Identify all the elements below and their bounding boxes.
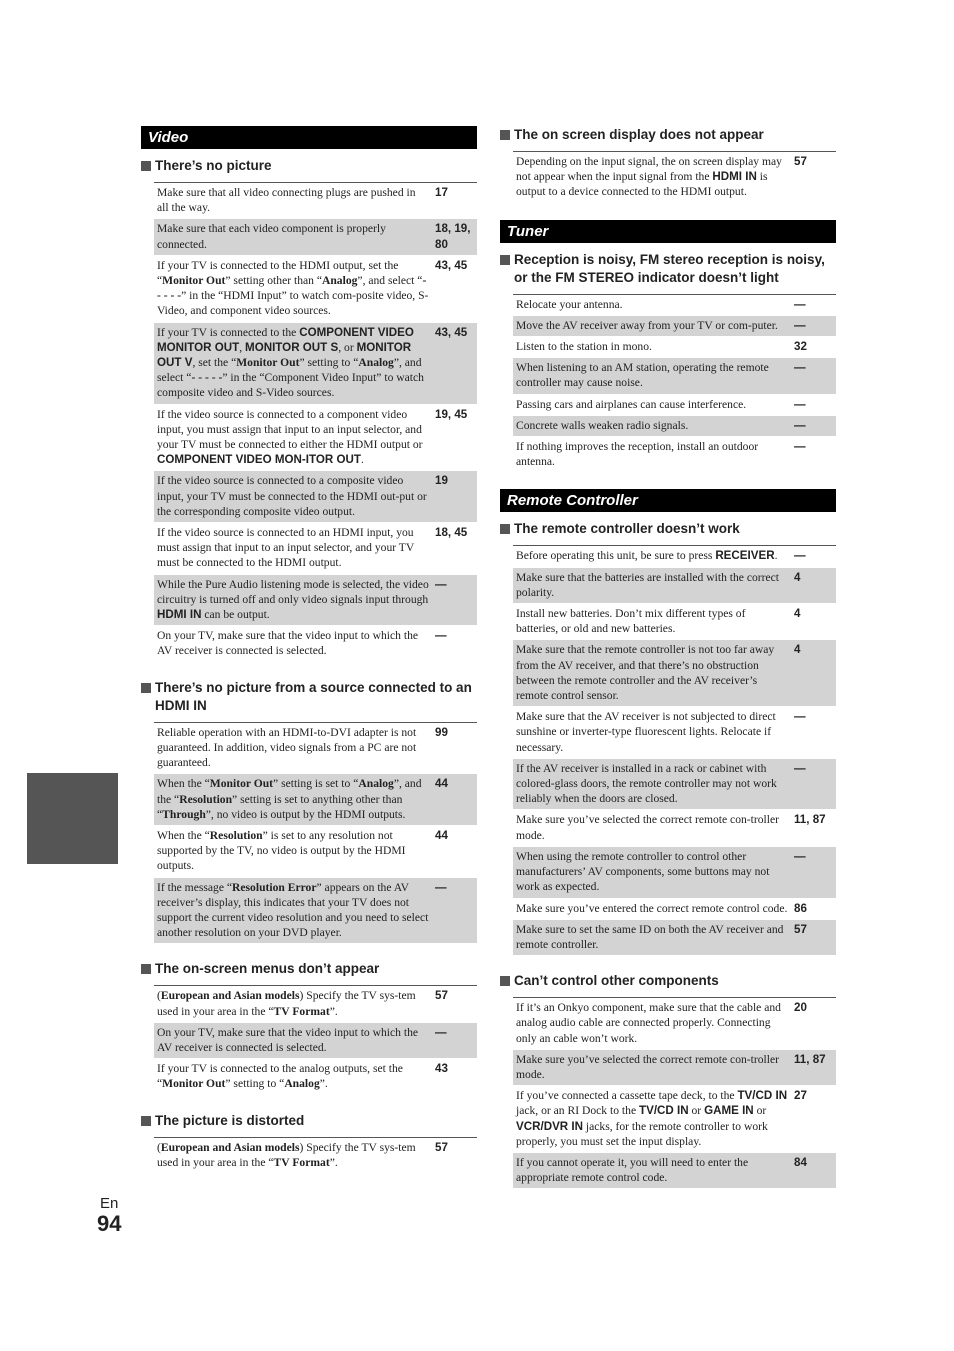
table-row — [513, 899, 836, 920]
table-row — [513, 920, 836, 956]
text-run: Analog — [358, 777, 394, 791]
table-row — [513, 707, 836, 759]
table-row — [513, 152, 836, 204]
text-run: Make sure to set the same ID on both the AV receiver and remote controller. — [516, 922, 784, 951]
text-run: If you cannot operate it, you will need to enter the appropriate remote control code. — [516, 1155, 749, 1185]
solution-text — [513, 339, 794, 354]
solution-text — [513, 297, 794, 312]
problem-heading-text: The on-screen menus don’t appear — [155, 961, 380, 977]
solution-text — [154, 725, 435, 771]
solution-text — [154, 776, 435, 822]
text-run: If you’ve connected a cassette tape deck, to the — [516, 1089, 738, 1103]
page-reference: 86 — [794, 901, 807, 915]
problem-heading — [500, 126, 836, 144]
troubleshooting-group — [141, 679, 477, 945]
text-run: can be output. — [201, 608, 270, 622]
page-reference: — — [794, 361, 806, 375]
problem-heading — [500, 251, 836, 287]
table-row — [154, 986, 477, 1022]
table-row — [513, 998, 836, 1050]
page-reference: 19 — [435, 474, 448, 488]
page-reference: — — [794, 440, 806, 454]
page-reference: — — [435, 577, 447, 591]
text-run: RECEIVER — [715, 549, 775, 563]
text-run: Concrete walls weaken radio signals. — [516, 418, 689, 432]
text-run: If the video source is connected to a composite video input, your TV must be connected to the HDMI out-put or the corresponding composite video output. — [157, 474, 427, 518]
text-run: TV/CD IN — [639, 1104, 689, 1118]
page-reference: — — [435, 1025, 447, 1039]
solutions-table — [154, 722, 477, 945]
text-run: If your TV is connected to the — [157, 325, 300, 339]
left-column — [141, 126, 477, 1190]
text-run: When the “ — [157, 777, 210, 791]
page-reference: 57 — [794, 922, 807, 936]
text-run: Reliable operation with an HDMI-to-DVI adapter is not guaranteed. In addition, video signals from a PC are not guaranteed. — [157, 725, 417, 770]
table-row — [513, 316, 836, 337]
page-reference: — — [435, 880, 447, 894]
table-row — [513, 358, 836, 394]
troubleshooting-group — [500, 972, 836, 1189]
table-row — [154, 1138, 477, 1174]
text-run: ”, and the “ — [157, 777, 422, 806]
text-run: Monitor Out — [162, 274, 226, 288]
text-run: COMPONENT VIDEO MONITOR OUT — [157, 325, 414, 354]
solution-text — [154, 325, 435, 401]
section-title-video: Video — [141, 126, 477, 149]
language-label: En — [100, 1195, 119, 1212]
section-title-remote: Remote Controller — [500, 489, 836, 512]
page-reference: 43, 45 — [435, 258, 468, 272]
page-reference: 4 — [794, 643, 801, 657]
text-run: Move the AV receiver away from your TV or com-puter. — [516, 318, 778, 332]
text-run: MONITOR OUT V — [157, 340, 412, 370]
solution-text — [154, 828, 435, 874]
text-run: COMPONENT VIDEO MON-ITOR OUT — [157, 453, 361, 467]
table-row — [513, 295, 836, 316]
solution-text — [513, 642, 794, 703]
text-run: Monitor Out — [209, 777, 274, 791]
text-run: ” in the “HDMI Input” to watch com-posite video, S-Video, and component video sources. — [157, 289, 429, 318]
page-reference: 18, 45 — [435, 526, 468, 540]
table-row — [154, 405, 477, 472]
page-number: 94 — [97, 1211, 122, 1236]
solution-text — [513, 606, 794, 636]
page-reference: 27 — [794, 1089, 807, 1103]
text-run: TV Format — [273, 1155, 330, 1169]
text-run: When listening to an AM station, operating the remote controller may cause noise. — [516, 361, 769, 390]
solution-text — [154, 988, 435, 1018]
problem-heading — [500, 972, 836, 990]
solution-text — [154, 221, 435, 251]
section-title-tuner: Tuner — [500, 220, 836, 243]
text-run: If your TV is connected to the HDMI output, set the “ — [157, 258, 399, 288]
table-row — [154, 219, 477, 255]
page-reference: — — [794, 397, 806, 411]
page-reference: — — [794, 297, 806, 311]
text-run: Make sure you’ve entered the correct remote control code. — [516, 901, 788, 915]
problem-heading-text: The remote controller doesn’t work — [514, 521, 740, 537]
text-run: ”, and select “ — [157, 356, 422, 385]
text-run: If the video source is connected to an HDMI input, you must assign that input to an input selector, and your TV must be connected to the HDMI output. — [157, 526, 415, 570]
page-reference: 19, 45 — [435, 407, 468, 421]
solution-text — [513, 360, 794, 390]
text-run: HDMI IN — [712, 170, 757, 184]
page-reference: 57 — [435, 1140, 448, 1154]
solution-text — [513, 709, 794, 755]
solution-text — [154, 525, 435, 571]
text-run: is output to a device connected to the HDMI output. — [516, 170, 768, 199]
table-row — [154, 626, 477, 662]
text-run: Monitor Out — [162, 1077, 226, 1091]
problem-heading-text: The on screen display does not appear — [514, 127, 764, 142]
solutions-table — [513, 151, 836, 204]
table-row — [513, 395, 836, 416]
table-row — [154, 256, 477, 323]
text-run: ” setting is set to “ — [273, 777, 359, 791]
table-row — [513, 810, 836, 846]
text-run: HDMI IN — [157, 608, 202, 622]
text-run: - - - - - — [157, 274, 427, 303]
text-run: Make sure that the batteries are installed with the correct polarity. — [516, 570, 780, 599]
page-reference: — — [794, 761, 806, 775]
page-reference: 57 — [794, 155, 807, 168]
page-reference: — — [794, 710, 806, 724]
square-bullet-icon — [500, 130, 510, 140]
text-run: ) Specify the TV sys-tem used in your area in the “ — [157, 1140, 416, 1169]
troubleshooting-group — [141, 157, 477, 663]
page-reference: — — [435, 629, 447, 643]
problem-heading — [141, 157, 477, 175]
text-run: Passing cars and airplanes can cause interference. — [516, 397, 747, 411]
text-run: European and Asian models — [160, 1140, 300, 1154]
solution-text — [513, 439, 794, 469]
text-run: Make sure that all video connecting plugs are pushed in all the way. — [157, 186, 416, 215]
text-run: Analog — [321, 274, 358, 288]
table-row — [154, 471, 477, 523]
solutions-table — [154, 1137, 477, 1174]
text-run: . — [774, 549, 778, 563]
problem-heading-text: There’s no picture from a source connected to an HDMI IN — [155, 679, 472, 713]
solutions-table — [513, 545, 836, 956]
text-run: jacks, for the remote controller to work properly, you must set the input display. — [516, 1119, 768, 1148]
text-run: Install new batteries. Don’t mix different types of batteries, or old and new batteries. — [516, 607, 746, 636]
troubleshooting-group — [500, 251, 836, 474]
solution-text — [154, 628, 435, 658]
page-reference: 11, 87 — [794, 813, 826, 827]
text-run: MONITOR OUT S — [245, 340, 339, 354]
text-run: ” setting is set to anything other than “ — [157, 792, 403, 821]
table-row — [154, 1023, 477, 1059]
page-reference: 17 — [435, 186, 448, 199]
page-reference: 32 — [794, 340, 807, 354]
page-reference: — — [794, 849, 806, 863]
text-run: Through — [162, 807, 206, 821]
solution-text — [513, 154, 794, 200]
text-run: On your TV, make sure that the video input to which the AV receiver is connected is selected. — [157, 629, 419, 658]
square-bullet-icon — [500, 255, 510, 265]
problem-heading-text: Can’t control other components — [514, 973, 719, 989]
text-run: Depending on the input signal, the on screen display may not appear when the input signal from the — [516, 155, 782, 184]
page-reference: — — [794, 318, 806, 332]
text-run: While the Pure Audio listening mode is selected, the video circuitry is turned off and only video signals input through — [157, 577, 429, 606]
text-run: If the AV receiver is installed in a rack or cabinet with colored-glass doors, the remote controller may not work reliably when the doors are closed. — [516, 761, 777, 806]
table-row — [513, 568, 836, 604]
problem-heading-text: Reception is noisy, FM stereo reception is noisy, or the FM STEREO indicator doesn’t light — [514, 251, 825, 285]
text-run: - - - - - — [191, 371, 223, 385]
text-run: Listen to the station in mono. — [516, 340, 652, 354]
video-groups — [141, 157, 477, 1174]
table-row — [154, 323, 477, 405]
square-bullet-icon — [141, 1116, 151, 1126]
text-run: jack, or an RI Dock to the — [516, 1104, 639, 1118]
solution-text — [513, 812, 794, 842]
solution-text — [513, 849, 794, 895]
problem-heading — [141, 679, 477, 715]
solution-text — [513, 570, 794, 600]
table-row — [513, 546, 836, 567]
page-reference: 43, 45 — [435, 325, 468, 339]
text-run: On your TV, make sure that the video input to which the AV receiver is connected is selected. — [157, 1025, 419, 1054]
text-run: ”. — [319, 1077, 328, 1091]
text-run: , set the “ — [192, 356, 237, 370]
table-row — [513, 1153, 836, 1189]
solution-text — [154, 407, 435, 468]
page-reference: 20 — [794, 1001, 807, 1015]
text-run: Analog — [284, 1077, 320, 1091]
text-run: ”. — [329, 1004, 338, 1018]
text-run: , — [239, 340, 246, 354]
table-row — [513, 437, 836, 473]
text-run: ”. — [329, 1155, 338, 1169]
text-run: If nothing improves the reception, install an outdoor antenna. — [516, 440, 759, 469]
table-row — [154, 774, 477, 826]
solutions-table — [513, 997, 836, 1189]
square-bullet-icon — [141, 683, 151, 693]
problem-heading — [141, 1112, 477, 1130]
page-reference: 4 — [794, 570, 801, 584]
text-run: Make sure that the AV receiver is not subjected to direct sunshine or inverter-type fluorescent lights. Relocate if necessary. — [516, 710, 776, 754]
page-reference: 84 — [794, 1155, 807, 1169]
text-run: Monitor Out — [236, 356, 300, 370]
text-run: , or — [338, 340, 357, 354]
problem-heading — [141, 960, 477, 978]
solution-text — [513, 1155, 794, 1185]
solution-text — [513, 761, 794, 807]
text-run: ” setting to “ — [299, 356, 359, 370]
solution-text — [154, 185, 435, 215]
text-run: ( — [157, 989, 161, 1003]
text-run: Resolution — [179, 792, 233, 806]
solutions-table — [513, 294, 836, 474]
solution-text — [513, 548, 794, 563]
table-row — [513, 337, 836, 358]
table-row — [154, 575, 477, 627]
page-reference: 44 — [435, 777, 448, 791]
page-reference: 18, 19, 80 — [435, 222, 471, 251]
page-reference: — — [794, 549, 806, 563]
solution-text — [513, 397, 794, 412]
square-bullet-icon — [141, 161, 151, 171]
table-row — [513, 759, 836, 811]
text-run: Relocate your antenna. — [516, 297, 623, 311]
page-reference: 4 — [794, 607, 801, 621]
text-run: TV Format — [273, 1004, 330, 1018]
solution-text — [154, 880, 435, 941]
table-row — [513, 640, 836, 707]
solution-text — [513, 1052, 794, 1082]
text-run: Make sure you’ve selected the correct remote con-troller mode. — [516, 1052, 779, 1081]
table-row — [513, 847, 836, 899]
page-reference: 43 — [435, 1062, 448, 1076]
text-run: ”, and select “ — [357, 274, 423, 288]
page-reference: 99 — [435, 725, 448, 739]
problem-heading-text: The picture is distorted — [155, 1112, 305, 1128]
text-run: Resolution Error — [232, 880, 317, 894]
solution-text — [154, 577, 435, 623]
table-row — [513, 604, 836, 640]
solution-text — [513, 1000, 794, 1046]
troubleshooting-group — [141, 1112, 477, 1174]
text-run: European and Asian models — [160, 989, 300, 1003]
square-bullet-icon — [141, 964, 151, 974]
table-row — [154, 1059, 477, 1095]
text-run: Make sure that the remote controller is not too far away from the AV receiver, and that there’s no obstruction between the remote controller and the AV receiver’s remote control sensor. — [516, 643, 775, 703]
tuner-group — [500, 251, 836, 474]
text-run: If the message “ — [157, 880, 233, 894]
text-run: Make sure that each video component is properly connected. — [157, 222, 386, 251]
page-reference: — — [794, 418, 806, 432]
osd-group — [500, 126, 836, 204]
square-bullet-icon — [500, 524, 510, 534]
text-run: If it’s an Onkyo component, make sure that the cable and analog audio cable are connected properly. Connecting only an cable won’t work. — [516, 1001, 781, 1045]
text-run: ) Specify the TV sys-tem used in your area in the “ — [157, 989, 416, 1018]
text-run: ” appears on the AV receiver’s display, this indicates that your TV does not support the current video resolution and you need to select another resolution on your DVD player. — [157, 880, 429, 940]
chapter-tab — [27, 773, 118, 864]
text-run: ” setting to “ — [225, 1077, 285, 1091]
solution-text — [513, 1088, 794, 1149]
page-reference: 57 — [435, 989, 448, 1003]
troubleshooting-group — [141, 960, 477, 1095]
table-row — [154, 826, 477, 878]
text-run: Resolution — [209, 828, 263, 842]
text-run: Analog — [358, 356, 394, 370]
solution-text — [154, 1140, 435, 1170]
page-reference: 44 — [435, 828, 448, 842]
remote-groups — [500, 520, 836, 1189]
text-run: TV/CD IN — [737, 1089, 788, 1103]
problem-heading — [500, 520, 836, 538]
troubleshooting-group — [500, 520, 836, 956]
text-run: ( — [157, 1140, 161, 1154]
table-row — [513, 416, 836, 437]
table-row — [154, 723, 477, 775]
page-reference: 11, 87 — [794, 1052, 826, 1066]
text-run: GAME IN — [704, 1104, 754, 1118]
text-run: ” is set to any resolution not supported by the TV, no video is output by the HDMI outputs. — [157, 828, 406, 873]
text-run: or — [688, 1104, 705, 1118]
solution-text — [513, 418, 794, 433]
text-run: or — [753, 1104, 767, 1118]
troubleshooting-group — [500, 126, 836, 204]
solutions-table — [154, 985, 477, 1095]
table-row — [513, 1050, 836, 1086]
text-run: Make sure you’ve selected the correct remote con-troller mode. — [516, 813, 779, 842]
solution-text — [513, 922, 794, 952]
solution-text — [154, 258, 435, 319]
text-run: ” in the “Component Video Input” to watch composite video and S-Video sources. — [157, 371, 424, 400]
square-bullet-icon — [500, 976, 510, 986]
text-run: ” setting other than “ — [225, 274, 322, 288]
right-column — [500, 126, 836, 1205]
solution-text — [513, 901, 794, 916]
solution-text — [154, 1061, 435, 1091]
table-row — [513, 1086, 836, 1153]
solution-text — [154, 1025, 435, 1055]
text-run: . — [360, 453, 364, 467]
solutions-table — [154, 182, 477, 663]
solution-text — [513, 318, 794, 333]
text-run: If the video source is connected to a component video input, you must assign that input to an input selector, and your TV must be connected to either the HDMI output or — [157, 407, 423, 452]
text-run: VCR/DVR IN — [516, 1119, 583, 1133]
text-run: ”, no video is output by the HDMI outputs. — [205, 807, 406, 821]
text-run: When using the remote controller to control other manufacturers’ AV components, some buttons may not work as expected. — [516, 849, 770, 894]
solution-text — [154, 473, 435, 519]
text-run: If your TV is connected to the analog outputs, set the “ — [157, 1062, 403, 1091]
table-row — [154, 878, 477, 945]
problem-heading-text: There’s no picture — [155, 158, 272, 173]
table-row — [154, 183, 477, 219]
text-run: Before operating this unit, be sure to press — [516, 549, 716, 563]
table-row — [154, 523, 477, 575]
text-run: When the “ — [157, 828, 210, 842]
